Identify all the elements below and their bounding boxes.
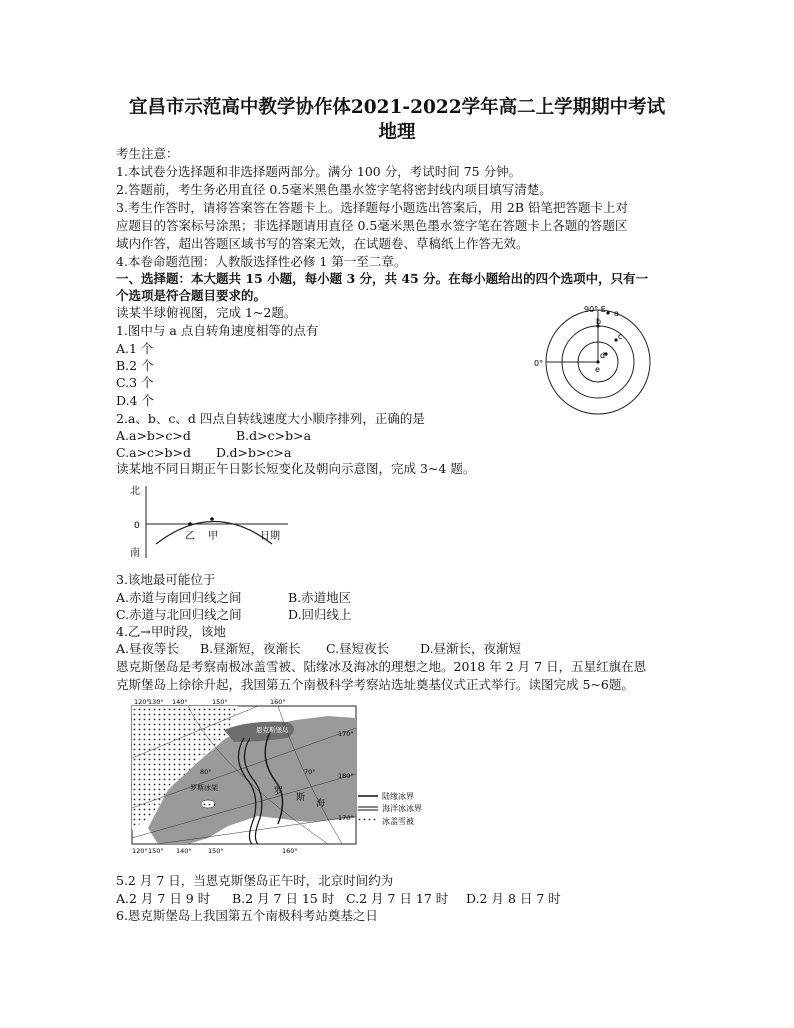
q4-option-c: C.昼短夜长 xyxy=(326,641,390,656)
legend-snow: 冰盖雪被 xyxy=(382,817,414,826)
bottom-tick-1: 120° xyxy=(132,847,148,855)
small-island xyxy=(201,800,215,808)
q1-stem: 1.图中与 a 点自转角速度相等的点有 xyxy=(116,323,319,338)
place-island: 恩克斯堡岛 xyxy=(256,726,289,734)
point-e xyxy=(596,360,599,363)
section-heading-2: 个选项是符合题目要求的。 xyxy=(116,288,267,303)
notice-line-3b: 应题目的答案标号涂黑；非选择题请用直径 0.5毫米黑色墨水签字笔在答题卡上各题的答题区 xyxy=(116,218,628,233)
notice-line-4: 4.本卷命题范围：人教版选择性必修 1 第一至二章。 xyxy=(116,254,407,269)
right-tick-3: 170° xyxy=(338,814,354,822)
q2-option-c: C.a>c>b>d xyxy=(116,445,191,460)
label-d: d xyxy=(600,351,606,360)
q3-option-d: D.回归线上 xyxy=(288,607,352,622)
point-yi xyxy=(188,522,192,526)
label-south: 南 xyxy=(130,548,140,559)
q3-option-a: A.赤道与南回归线之间 xyxy=(116,590,242,605)
label-c: c xyxy=(618,332,623,341)
label-date: 日期 xyxy=(260,531,280,542)
q12-intro: 读某半球俯视图，完成 1~2题。 xyxy=(116,305,297,320)
legend-land-ice: 陆缘冰界 xyxy=(382,792,414,801)
top-tick-4: 150° xyxy=(212,698,228,706)
q1-option-c: C.3 个 xyxy=(116,375,154,390)
notice-line-1: 1.本试卷分选择题和非选择题两部分。满分 100 分，考试时间 75 分钟。 xyxy=(116,164,522,179)
q2-option-d: D.d>b>c>a xyxy=(216,445,292,460)
page-title: 宜昌市示范高中教学协作体2021-2022学年高二上学期期中考试 xyxy=(128,97,666,118)
q56-intro-2: 克斯堡岛上徐徐升起，我国第五个南极科学考察站选址奠基仪式正式举行。读图完成 5~6题。 xyxy=(116,677,634,692)
label-yi: 乙 xyxy=(185,531,195,542)
q5-option-d: D.2 月 8 日 7 时 xyxy=(466,891,561,906)
point-a xyxy=(606,311,609,314)
q3-option-c: C.赤道与北回归线之间 xyxy=(116,607,242,622)
q4-option-a: A.昼夜等长 xyxy=(116,641,180,656)
lat-80: 80° xyxy=(200,768,212,776)
page-subtitle: 地理 xyxy=(378,122,416,143)
q5-option-b: B.2 月 7 日 15 时 xyxy=(232,891,335,906)
q5-option-c: C.2 月 7 日 17 时 xyxy=(346,891,449,906)
top-tick-5: 160° xyxy=(270,698,286,706)
label-a: a xyxy=(614,309,619,318)
q6-stem: 6.恩克斯堡岛上我国第五个南极科考站奠基之日 xyxy=(116,908,378,923)
bottom-tick-4: 150° xyxy=(208,847,224,855)
section-heading-1: 一、选择题：本大题共 15 小题，每小题 3 分，共 45 分。在每小题给出的四个选项中，只有一 xyxy=(116,271,649,286)
legend-sea-ice: 海洋冰冰界 xyxy=(382,804,422,813)
bottom-tick-5: 160° xyxy=(282,847,298,855)
shadow-graph xyxy=(128,482,298,566)
top-tick-2: 130° xyxy=(148,698,164,706)
label-zero: 0 xyxy=(134,521,140,531)
right-tick-2: 180° xyxy=(338,772,354,780)
bottom-tick-2: 150° xyxy=(148,847,164,855)
q4-option-b: B.昼渐短，夜渐长 xyxy=(200,641,301,656)
q2-option-a: A.a>b>c>d xyxy=(116,428,191,443)
label-90e: 90° E xyxy=(584,305,606,314)
place-sea-1: 罗 xyxy=(274,787,284,797)
label-jia: 甲 xyxy=(208,531,218,542)
q5-stem: 5.2 月 7 日，当恩克斯堡岛正午时，北京时间约为 xyxy=(116,873,394,888)
q1-option-b: B.2 个 xyxy=(116,358,154,373)
ross-sea-map xyxy=(128,698,458,856)
lat-70: 70° xyxy=(304,768,316,776)
q4-stem: 4.乙→甲时段，该地 xyxy=(116,624,226,639)
q1-option-d: D.4 个 xyxy=(116,393,154,408)
q2-stem: 2.a、b、c、d 四点自转线速度大小顺序排列，正确的是 xyxy=(116,411,425,426)
top-tick-3: 140° xyxy=(172,698,188,706)
label-0: 0° xyxy=(534,359,544,368)
label-e: e xyxy=(595,365,600,374)
notice-line-2: 2.答题前，考生务必用直径 0.5毫米黑色墨水签字笔将密封线内项目填写清楚。 xyxy=(116,182,552,197)
q1-option-a: A.1 个 xyxy=(116,341,154,356)
point-jia xyxy=(210,517,214,521)
place-sea-3: 海 xyxy=(316,799,326,809)
q34-intro: 读某地不同日期正午日影长短变化及朝向示意图，完成 3~4 题。 xyxy=(116,461,476,476)
place-sea-2: 斯 xyxy=(296,793,306,803)
q56-intro-1: 恩克斯堡岛是考察南极冰盖雪被、陆缘冰及海冰的理想之地。2018 年 2 月 7 日，五星红旗在恩 xyxy=(116,659,647,674)
label-b: b xyxy=(596,317,602,326)
label-north: 北 xyxy=(130,486,140,497)
notice-line-3a: 3.考生作答时，请将答案答在答题卡上。选择题每小题选出答案后，用 2B 铅笔把答题卡上对 xyxy=(116,200,629,215)
bottom-tick-3: 140° xyxy=(176,847,192,855)
notice-line-3c: 域内作答，超出答题区域书写的答案无效，在试题卷、草稿纸上作答无效。 xyxy=(116,236,529,251)
q2-option-b: B.d>c>b>a xyxy=(236,428,312,443)
place-ross-ice-shelf: 罗斯冰架 xyxy=(190,784,218,792)
q3-stem: 3.该地最可能位于 xyxy=(116,572,216,587)
right-tick-1: 170° xyxy=(338,730,354,738)
q5-option-a: A.2 月 7 日 9 时 xyxy=(116,891,211,906)
notice-heading: 考生注意： xyxy=(116,146,179,161)
q3-option-b: B.赤道地区 xyxy=(288,590,352,605)
legend-snow-symbol xyxy=(358,818,378,823)
top-tick-1: 120° xyxy=(134,698,150,706)
q4-option-d: D.昼渐长，夜渐短 xyxy=(420,641,522,656)
hemisphere-figure xyxy=(530,302,660,417)
